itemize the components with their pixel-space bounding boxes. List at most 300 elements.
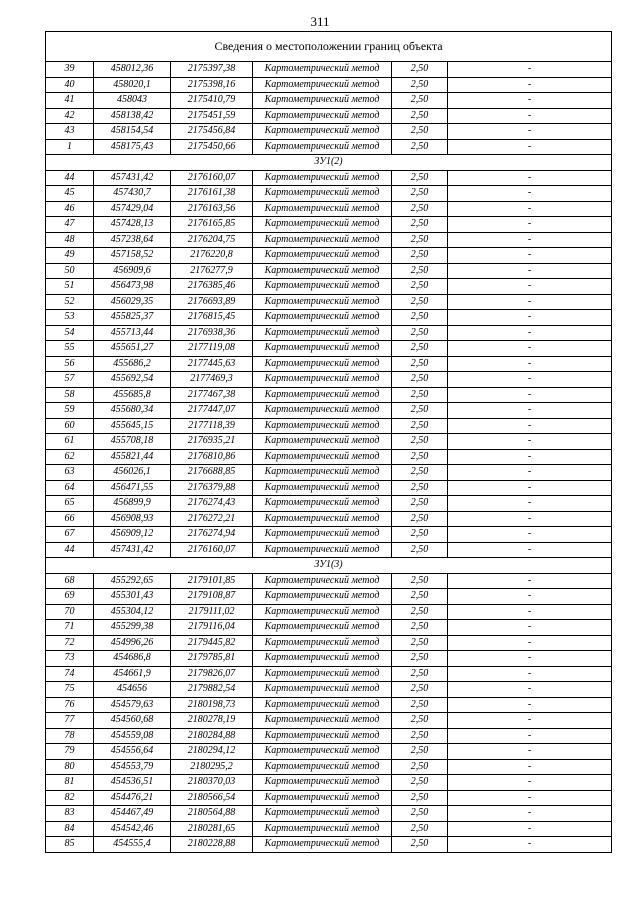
- table-row: [46, 341, 612, 357]
- y-coordinate-cell: 2176160,07: [171, 542, 253, 558]
- accuracy-cell: 2,50: [392, 790, 448, 806]
- accuracy-cell: 2,50: [392, 217, 448, 233]
- y-coordinate-cell: 2175397,38: [171, 62, 253, 78]
- accuracy-cell: 2,50: [392, 604, 448, 620]
- method-cell: Картометрический метод: [253, 527, 392, 543]
- y-coordinate-cell: 2179445,82: [171, 635, 253, 651]
- note-cell: -: [448, 728, 612, 744]
- y-coordinate-cell: 2179101,85: [171, 573, 253, 589]
- method-cell: Картометрический метод: [253, 759, 392, 775]
- accuracy-cell: 2,50: [392, 496, 448, 512]
- note-cell: -: [448, 775, 612, 791]
- accuracy-cell: 2,50: [392, 186, 448, 202]
- x-coordinate-cell: 454661,9: [94, 666, 171, 682]
- note-cell: -: [448, 837, 612, 853]
- table-row: [46, 248, 612, 264]
- table-row: [46, 263, 612, 279]
- x-coordinate-cell: 458043: [94, 93, 171, 109]
- table-row: [46, 604, 612, 620]
- x-coordinate-cell: 454560,68: [94, 713, 171, 729]
- accuracy-cell: 2,50: [392, 418, 448, 434]
- table-row: [46, 697, 612, 713]
- accuracy-cell: 2,50: [392, 449, 448, 465]
- y-coordinate-cell: 2176277,9: [171, 263, 253, 279]
- x-coordinate-cell: 454536,51: [94, 775, 171, 791]
- point-number-cell: 68: [46, 573, 94, 589]
- method-cell: Картометрический метод: [253, 821, 392, 837]
- note-cell: -: [448, 325, 612, 341]
- note-cell: -: [448, 93, 612, 109]
- y-coordinate-cell: 2176693,89: [171, 294, 253, 310]
- x-coordinate-cell: 455292,65: [94, 573, 171, 589]
- x-coordinate-cell: 454686,8: [94, 651, 171, 667]
- point-number-cell: 79: [46, 744, 94, 760]
- y-coordinate-cell: 2176815,45: [171, 310, 253, 326]
- y-coordinate-cell: 2179108,87: [171, 589, 253, 605]
- accuracy-cell: 2,50: [392, 294, 448, 310]
- note-cell: -: [448, 573, 612, 589]
- note-cell: -: [448, 372, 612, 388]
- accuracy-cell: 2,50: [392, 759, 448, 775]
- note-cell: -: [448, 186, 612, 202]
- x-coordinate-cell: 457429,04: [94, 201, 171, 217]
- note-cell: -: [448, 790, 612, 806]
- y-coordinate-cell: 2180564,88: [171, 806, 253, 822]
- table-row: [46, 232, 612, 248]
- y-coordinate-cell: 2179785,81: [171, 651, 253, 667]
- accuracy-cell: 2,50: [392, 527, 448, 543]
- point-number-cell: 77: [46, 713, 94, 729]
- point-number-cell: 53: [46, 310, 94, 326]
- table-row: [46, 62, 612, 78]
- accuracy-cell: 2,50: [392, 387, 448, 403]
- note-cell: -: [448, 542, 612, 558]
- x-coordinate-cell: 454553,79: [94, 759, 171, 775]
- x-coordinate-cell: 457431,42: [94, 170, 171, 186]
- y-coordinate-cell: 2176274,94: [171, 527, 253, 543]
- x-coordinate-cell: 455708,18: [94, 434, 171, 450]
- method-cell: Картометрический метод: [253, 496, 392, 512]
- point-number-cell: 60: [46, 418, 94, 434]
- point-number-cell: 56: [46, 356, 94, 372]
- accuracy-cell: 2,50: [392, 356, 448, 372]
- y-coordinate-cell: 2177119,08: [171, 341, 253, 357]
- table-title: Сведения о местоположении границ объекта: [46, 32, 612, 62]
- accuracy-cell: 2,50: [392, 434, 448, 450]
- note-cell: -: [448, 356, 612, 372]
- method-cell: Картометрический метод: [253, 263, 392, 279]
- y-coordinate-cell: 2175450,66: [171, 139, 253, 155]
- accuracy-cell: 2,50: [392, 635, 448, 651]
- table-row: [46, 310, 612, 326]
- note-cell: -: [448, 480, 612, 496]
- table-row: [46, 666, 612, 682]
- table-row: [46, 511, 612, 527]
- note-cell: -: [448, 759, 612, 775]
- y-coordinate-cell: 2176274,43: [171, 496, 253, 512]
- table-row: [46, 124, 612, 140]
- accuracy-cell: 2,50: [392, 542, 448, 558]
- accuracy-cell: 2,50: [392, 232, 448, 248]
- table-row: [46, 279, 612, 295]
- y-coordinate-cell: 2180284,88: [171, 728, 253, 744]
- point-number-cell: 40: [46, 77, 94, 93]
- note-cell: -: [448, 604, 612, 620]
- method-cell: Картометрический метод: [253, 124, 392, 140]
- y-coordinate-cell: 2176165,85: [171, 217, 253, 233]
- y-coordinate-cell: 2176163,56: [171, 201, 253, 217]
- table-row: [46, 434, 612, 450]
- accuracy-cell: 2,50: [392, 341, 448, 357]
- accuracy-cell: 2,50: [392, 806, 448, 822]
- section-label: ЗУ1(2): [46, 155, 612, 171]
- note-cell: -: [448, 232, 612, 248]
- table-row: [46, 93, 612, 109]
- table-row: [46, 139, 612, 155]
- table-row: [46, 744, 612, 760]
- x-coordinate-cell: 455692,54: [94, 372, 171, 388]
- x-coordinate-cell: 458154,54: [94, 124, 171, 140]
- note-cell: -: [448, 744, 612, 760]
- accuracy-cell: 2,50: [392, 821, 448, 837]
- method-cell: Картометрический метод: [253, 279, 392, 295]
- x-coordinate-cell: 455821,44: [94, 449, 171, 465]
- method-cell: Картометрический метод: [253, 651, 392, 667]
- x-coordinate-cell: 456026,1: [94, 465, 171, 481]
- x-coordinate-cell: 455304,12: [94, 604, 171, 620]
- table-row: [46, 806, 612, 822]
- note-cell: -: [448, 139, 612, 155]
- accuracy-cell: 2,50: [392, 325, 448, 341]
- x-coordinate-cell: 457428,13: [94, 217, 171, 233]
- accuracy-cell: 2,50: [392, 108, 448, 124]
- table-row: [46, 821, 612, 837]
- accuracy-cell: 2,50: [392, 403, 448, 419]
- x-coordinate-cell: 454556,64: [94, 744, 171, 760]
- page-number: 311: [310, 14, 330, 29]
- y-coordinate-cell: 2176204,75: [171, 232, 253, 248]
- table-row: [46, 294, 612, 310]
- x-coordinate-cell: 456471,55: [94, 480, 171, 496]
- method-cell: Картометрический метод: [253, 294, 392, 310]
- point-number-cell: 83: [46, 806, 94, 822]
- x-coordinate-cell: 454467,49: [94, 806, 171, 822]
- x-coordinate-cell: 454559,08: [94, 728, 171, 744]
- point-number-cell: 1: [46, 139, 94, 155]
- accuracy-cell: 2,50: [392, 620, 448, 636]
- point-number-cell: 81: [46, 775, 94, 791]
- x-coordinate-cell: 457238,64: [94, 232, 171, 248]
- method-cell: Картометрический метод: [253, 217, 392, 233]
- method-cell: Картометрический метод: [253, 418, 392, 434]
- point-number-cell: 48: [46, 232, 94, 248]
- note-cell: -: [448, 387, 612, 403]
- table-row: [46, 775, 612, 791]
- accuracy-cell: 2,50: [392, 589, 448, 605]
- accuracy-cell: 2,50: [392, 837, 448, 853]
- point-number-cell: 66: [46, 511, 94, 527]
- point-number-cell: 55: [46, 341, 94, 357]
- method-cell: Картометрический метод: [253, 434, 392, 450]
- accuracy-cell: 2,50: [392, 62, 448, 78]
- method-cell: Картометрический метод: [253, 108, 392, 124]
- point-number-cell: 51: [46, 279, 94, 295]
- table-row: [46, 759, 612, 775]
- accuracy-cell: 2,50: [392, 170, 448, 186]
- note-cell: -: [448, 589, 612, 605]
- point-number-cell: 72: [46, 635, 94, 651]
- section-row: [46, 558, 612, 574]
- x-coordinate-cell: 455825,37: [94, 310, 171, 326]
- y-coordinate-cell: 2180281,65: [171, 821, 253, 837]
- table-row: [46, 356, 612, 372]
- note-cell: -: [448, 403, 612, 419]
- table-row: [46, 527, 612, 543]
- method-cell: Картометрический метод: [253, 310, 392, 326]
- x-coordinate-cell: 455645,15: [94, 418, 171, 434]
- note-cell: -: [448, 279, 612, 295]
- x-coordinate-cell: 454555,4: [94, 837, 171, 853]
- table-row: [46, 496, 612, 512]
- note-cell: -: [448, 465, 612, 481]
- point-number-cell: 47: [46, 217, 94, 233]
- table-row: [46, 480, 612, 496]
- method-cell: Картометрический метод: [253, 589, 392, 605]
- y-coordinate-cell: 2177447,07: [171, 403, 253, 419]
- point-number-cell: 85: [46, 837, 94, 853]
- y-coordinate-cell: 2177445,63: [171, 356, 253, 372]
- x-coordinate-cell: 458138,42: [94, 108, 171, 124]
- point-number-cell: 75: [46, 682, 94, 698]
- point-number-cell: 65: [46, 496, 94, 512]
- note-cell: -: [448, 77, 612, 93]
- table-row: [46, 325, 612, 341]
- point-number-cell: 39: [46, 62, 94, 78]
- x-coordinate-cell: 454476,21: [94, 790, 171, 806]
- table-row: [46, 418, 612, 434]
- point-number-cell: 54: [46, 325, 94, 341]
- table-row: [46, 589, 612, 605]
- x-coordinate-cell: 456908,93: [94, 511, 171, 527]
- y-coordinate-cell: 2180228,88: [171, 837, 253, 853]
- method-cell: Картометрический метод: [253, 201, 392, 217]
- y-coordinate-cell: 2175451,59: [171, 108, 253, 124]
- point-number-cell: 49: [46, 248, 94, 264]
- table-row: [46, 186, 612, 202]
- note-cell: -: [448, 418, 612, 434]
- y-coordinate-cell: 2176810,86: [171, 449, 253, 465]
- x-coordinate-cell: 456909,6: [94, 263, 171, 279]
- table-row: [46, 465, 612, 481]
- point-number-cell: 61: [46, 434, 94, 450]
- y-coordinate-cell: 2176935,21: [171, 434, 253, 450]
- y-coordinate-cell: 2177118,39: [171, 418, 253, 434]
- y-coordinate-cell: 2176379,88: [171, 480, 253, 496]
- x-coordinate-cell: 456473,98: [94, 279, 171, 295]
- x-coordinate-cell: 455680,34: [94, 403, 171, 419]
- accuracy-cell: 2,50: [392, 310, 448, 326]
- x-coordinate-cell: 456029,35: [94, 294, 171, 310]
- method-cell: Картометрический метод: [253, 666, 392, 682]
- method-cell: Картометрический метод: [253, 232, 392, 248]
- point-number-cell: 44: [46, 542, 94, 558]
- point-number-cell: 73: [46, 651, 94, 667]
- method-cell: Картометрический метод: [253, 728, 392, 744]
- method-cell: Картометрический метод: [253, 542, 392, 558]
- point-number-cell: 58: [46, 387, 94, 403]
- y-coordinate-cell: 2176938,36: [171, 325, 253, 341]
- note-cell: -: [448, 341, 612, 357]
- point-number-cell: 67: [46, 527, 94, 543]
- x-coordinate-cell: 454656: [94, 682, 171, 698]
- method-cell: Картометрический метод: [253, 248, 392, 264]
- x-coordinate-cell: 455301,43: [94, 589, 171, 605]
- accuracy-cell: 2,50: [392, 248, 448, 264]
- method-cell: Картометрический метод: [253, 341, 392, 357]
- note-cell: -: [448, 713, 612, 729]
- point-number-cell: 46: [46, 201, 94, 217]
- method-cell: Картометрический метод: [253, 93, 392, 109]
- point-number-cell: 57: [46, 372, 94, 388]
- method-cell: Картометрический метод: [253, 604, 392, 620]
- point-number-cell: 41: [46, 93, 94, 109]
- point-number-cell: 44: [46, 170, 94, 186]
- method-cell: Картометрический метод: [253, 139, 392, 155]
- y-coordinate-cell: 2180566,54: [171, 790, 253, 806]
- method-cell: Картометрический метод: [253, 682, 392, 698]
- method-cell: Картометрический метод: [253, 775, 392, 791]
- x-coordinate-cell: 454542,46: [94, 821, 171, 837]
- method-cell: Картометрический метод: [253, 573, 392, 589]
- method-cell: Картометрический метод: [253, 480, 392, 496]
- x-coordinate-cell: 454579,63: [94, 697, 171, 713]
- table-row: [46, 713, 612, 729]
- accuracy-cell: 2,50: [392, 263, 448, 279]
- accuracy-cell: 2,50: [392, 682, 448, 698]
- accuracy-cell: 2,50: [392, 697, 448, 713]
- note-cell: -: [448, 310, 612, 326]
- accuracy-cell: 2,50: [392, 93, 448, 109]
- note-cell: -: [448, 170, 612, 186]
- note-cell: -: [448, 294, 612, 310]
- x-coordinate-cell: 458012,36: [94, 62, 171, 78]
- accuracy-cell: 2,50: [392, 77, 448, 93]
- method-cell: Картометрический метод: [253, 620, 392, 636]
- point-number-cell: 50: [46, 263, 94, 279]
- y-coordinate-cell: 2180295,2: [171, 759, 253, 775]
- method-cell: Картометрический метод: [253, 372, 392, 388]
- note-cell: -: [448, 697, 612, 713]
- x-coordinate-cell: 455685,8: [94, 387, 171, 403]
- method-cell: Картометрический метод: [253, 387, 392, 403]
- note-cell: -: [448, 651, 612, 667]
- x-coordinate-cell: 457158,52: [94, 248, 171, 264]
- x-coordinate-cell: 455713,44: [94, 325, 171, 341]
- y-coordinate-cell: 2175410,79: [171, 93, 253, 109]
- x-coordinate-cell: 455686,2: [94, 356, 171, 372]
- x-coordinate-cell: 457430,7: [94, 186, 171, 202]
- table-row: [46, 573, 612, 589]
- note-cell: -: [448, 620, 612, 636]
- accuracy-cell: 2,50: [392, 480, 448, 496]
- y-coordinate-cell: 2180294,12: [171, 744, 253, 760]
- table-row: [46, 542, 612, 558]
- y-coordinate-cell: 2179111,02: [171, 604, 253, 620]
- table-row: [46, 170, 612, 186]
- x-coordinate-cell: 455651,27: [94, 341, 171, 357]
- note-cell: -: [448, 248, 612, 264]
- y-coordinate-cell: 2176688,85: [171, 465, 253, 481]
- x-coordinate-cell: 458175,43: [94, 139, 171, 155]
- x-coordinate-cell: 455299,38: [94, 620, 171, 636]
- point-number-cell: 45: [46, 186, 94, 202]
- method-cell: Картометрический метод: [253, 744, 392, 760]
- method-cell: Картометрический метод: [253, 511, 392, 527]
- method-cell: Картометрический метод: [253, 697, 392, 713]
- y-coordinate-cell: 2177467,38: [171, 387, 253, 403]
- table-row: [46, 837, 612, 853]
- y-coordinate-cell: 2176272,21: [171, 511, 253, 527]
- note-cell: -: [448, 666, 612, 682]
- accuracy-cell: 2,50: [392, 372, 448, 388]
- x-coordinate-cell: 457431,42: [94, 542, 171, 558]
- accuracy-cell: 2,50: [392, 465, 448, 481]
- note-cell: -: [448, 527, 612, 543]
- x-coordinate-cell: 456909,12: [94, 527, 171, 543]
- table-row: [46, 635, 612, 651]
- method-cell: Картометрический метод: [253, 62, 392, 78]
- point-number-cell: 84: [46, 821, 94, 837]
- y-coordinate-cell: 2179116,04: [171, 620, 253, 636]
- accuracy-cell: 2,50: [392, 713, 448, 729]
- accuracy-cell: 2,50: [392, 728, 448, 744]
- x-coordinate-cell: 454996,26: [94, 635, 171, 651]
- method-cell: Картометрический метод: [253, 77, 392, 93]
- table-row: [46, 620, 612, 636]
- method-cell: Картометрический метод: [253, 186, 392, 202]
- table-row: [46, 682, 612, 698]
- y-coordinate-cell: 2180370,03: [171, 775, 253, 791]
- method-cell: Картометрический метод: [253, 790, 392, 806]
- x-coordinate-cell: 458020,1: [94, 77, 171, 93]
- method-cell: Картометрический метод: [253, 403, 392, 419]
- y-coordinate-cell: 2176161,38: [171, 186, 253, 202]
- y-coordinate-cell: 2179826,07: [171, 666, 253, 682]
- table-row: [46, 790, 612, 806]
- table-row: [46, 77, 612, 93]
- accuracy-cell: 2,50: [392, 651, 448, 667]
- method-cell: Картометрический метод: [253, 356, 392, 372]
- accuracy-cell: 2,50: [392, 775, 448, 791]
- method-cell: Картометрический метод: [253, 325, 392, 341]
- y-coordinate-cell: 2180198,73: [171, 697, 253, 713]
- accuracy-cell: 2,50: [392, 279, 448, 295]
- y-coordinate-cell: 2175398,16: [171, 77, 253, 93]
- section-row: [46, 155, 612, 171]
- accuracy-cell: 2,50: [392, 744, 448, 760]
- note-cell: -: [448, 263, 612, 279]
- point-number-cell: 42: [46, 108, 94, 124]
- table-row: [46, 651, 612, 667]
- section-label: ЗУ1(3): [46, 558, 612, 574]
- point-number-cell: 71: [46, 620, 94, 636]
- note-cell: -: [448, 217, 612, 233]
- point-number-cell: 74: [46, 666, 94, 682]
- accuracy-cell: 2,50: [392, 511, 448, 527]
- accuracy-cell: 2,50: [392, 201, 448, 217]
- y-coordinate-cell: 2176220,8: [171, 248, 253, 264]
- note-cell: -: [448, 806, 612, 822]
